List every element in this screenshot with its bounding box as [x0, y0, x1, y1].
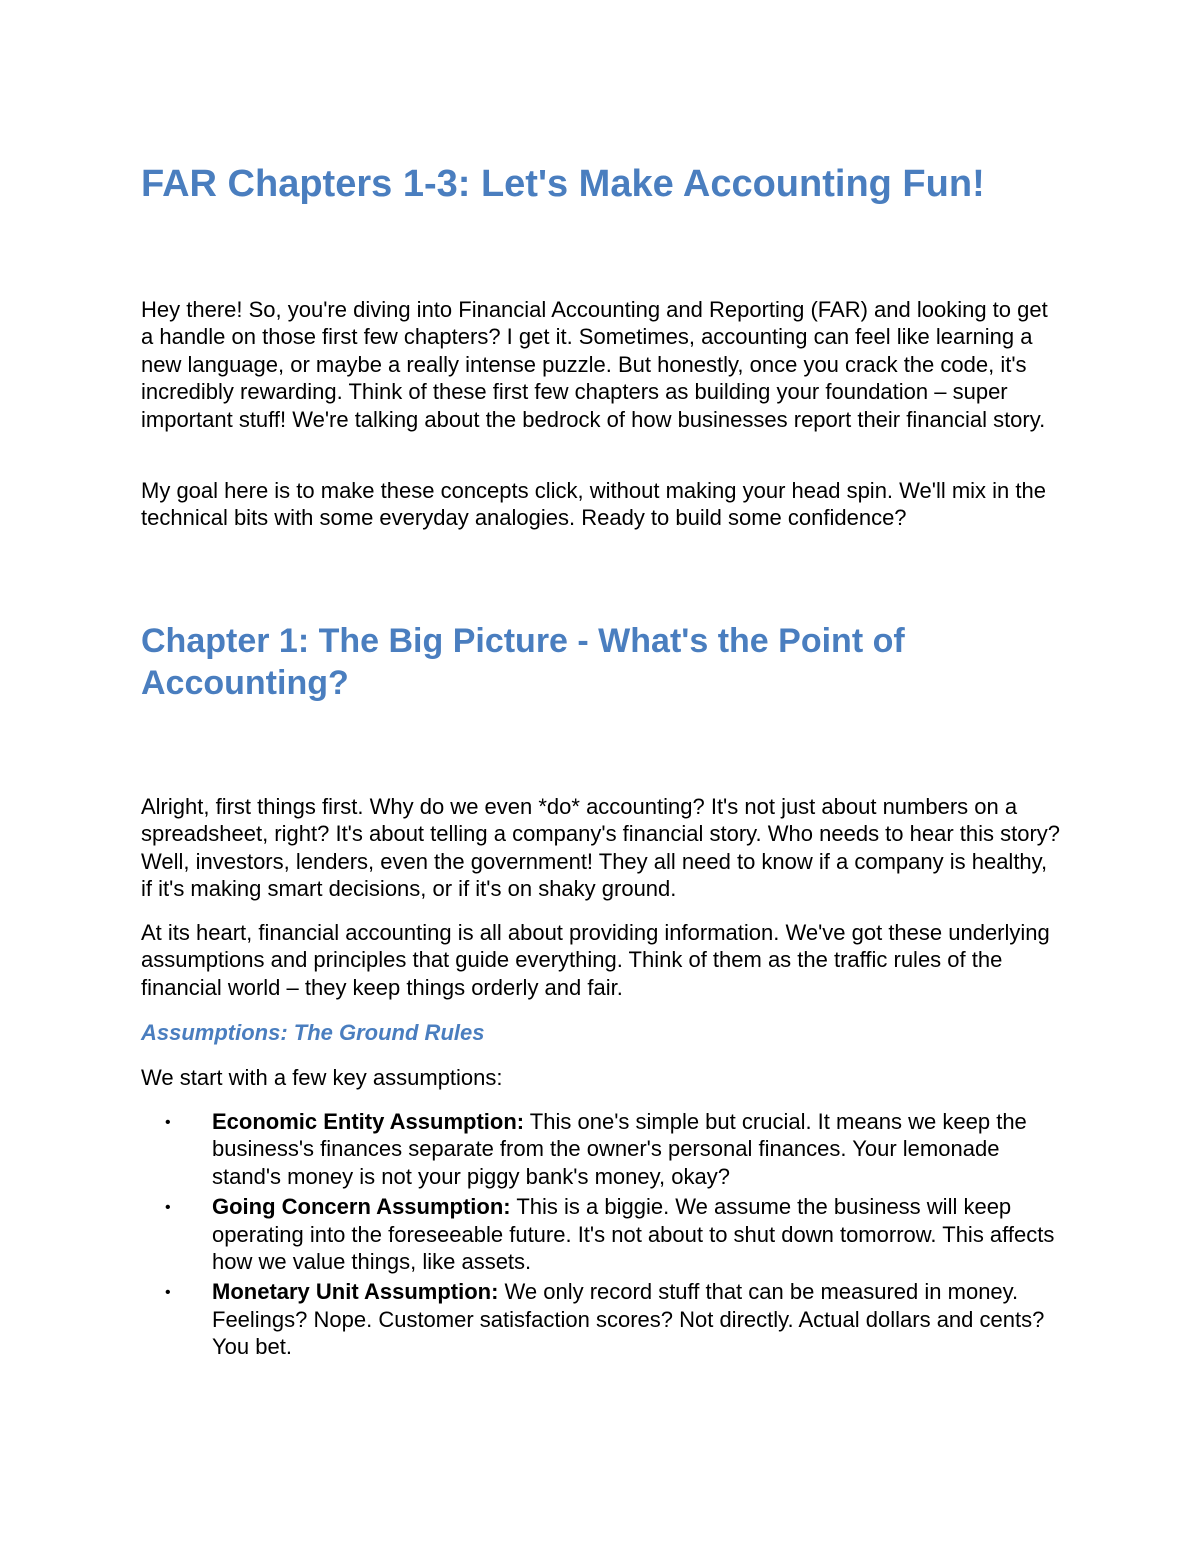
assumption-description: We only record stuff that can be measured in money. Feelings? Nope. Customer satisfaction scores? Not directly. Actual dollars and cents? You bet. [212, 1279, 1045, 1360]
list-item [141, 1193, 1061, 1275]
assumptions-list [141, 1108, 1061, 1364]
assumption-term: Going Concern Assumption: [212, 1194, 511, 1220]
assumption-description: This one's simple but crucial. It means we keep the business's finances separate from the owner's personal finances. Your lemonade stand's money is not your piggy bank's money, okay? [212, 1109, 1027, 1189]
assumptions-list-intro: We start with a few key assumptions: [141, 1065, 503, 1090]
chapter-1-paragraph-2: At its heart, financial accounting is all about providing information. We've got these underlying assumptions and principles that guide everything. Think of them as the traffic rules of the financial world – they keep things orderly and fair. [141, 920, 1050, 1000]
document-title: FAR Chapters 1-3: Let's Make Accounting Fun! [141, 163, 985, 205]
list-item [141, 1278, 1061, 1360]
bullet-icon: • [165, 1284, 171, 1302]
assumptions-subheading: Assumptions: The Ground Rules [141, 1020, 485, 1045]
intro-paragraph-2: My goal here is to make these concepts click, without making your head spin. We'll mix in the technical bits with some everyday analogies. Ready to build some confidence? [141, 478, 1046, 531]
chapter-1-heading: Chapter 1: The Big Picture - What's the Point of Accounting? [141, 622, 905, 702]
bullet-icon: • [165, 1199, 171, 1217]
intro-paragraph-1: Hey there! So, you're diving into Financial Accounting and Reporting (FAR) and looking to get a handle on those first few chapters? I get it. Sometimes, accounting can feel like learning a new language, or maybe a really intense puzzle. But honestly, once you crack the code, it's incredibly rewarding. Think of these first few chapters as building your foundation – super important stuff! We're talking about the bedrock of how businesses report their financial story. [141, 297, 1048, 432]
assumption-term: Economic Entity Assumption: [212, 1109, 525, 1134]
chapter-1-paragraph-1: Alright, first things first. Why do we even *do* accounting? It's not just about numbers on a spreadsheet, right? It's about telling a company's financial story. Who needs to hear this story? Well, investors, lenders, even the government! They all need to know if a company is healthy, if it's making smart decisions, or if it's on shaky ground. [141, 794, 1061, 902]
bullet-icon: • [165, 1114, 171, 1131]
list-item [141, 1108, 1061, 1190]
assumption-term: Monetary Unit Assumption: [212, 1279, 499, 1305]
assumption-description: This is a biggie. We assume the business will keep operating into the foreseeable future. It's not about to shut down tomorrow. This affects how we value things, like assets. [212, 1194, 1055, 1275]
